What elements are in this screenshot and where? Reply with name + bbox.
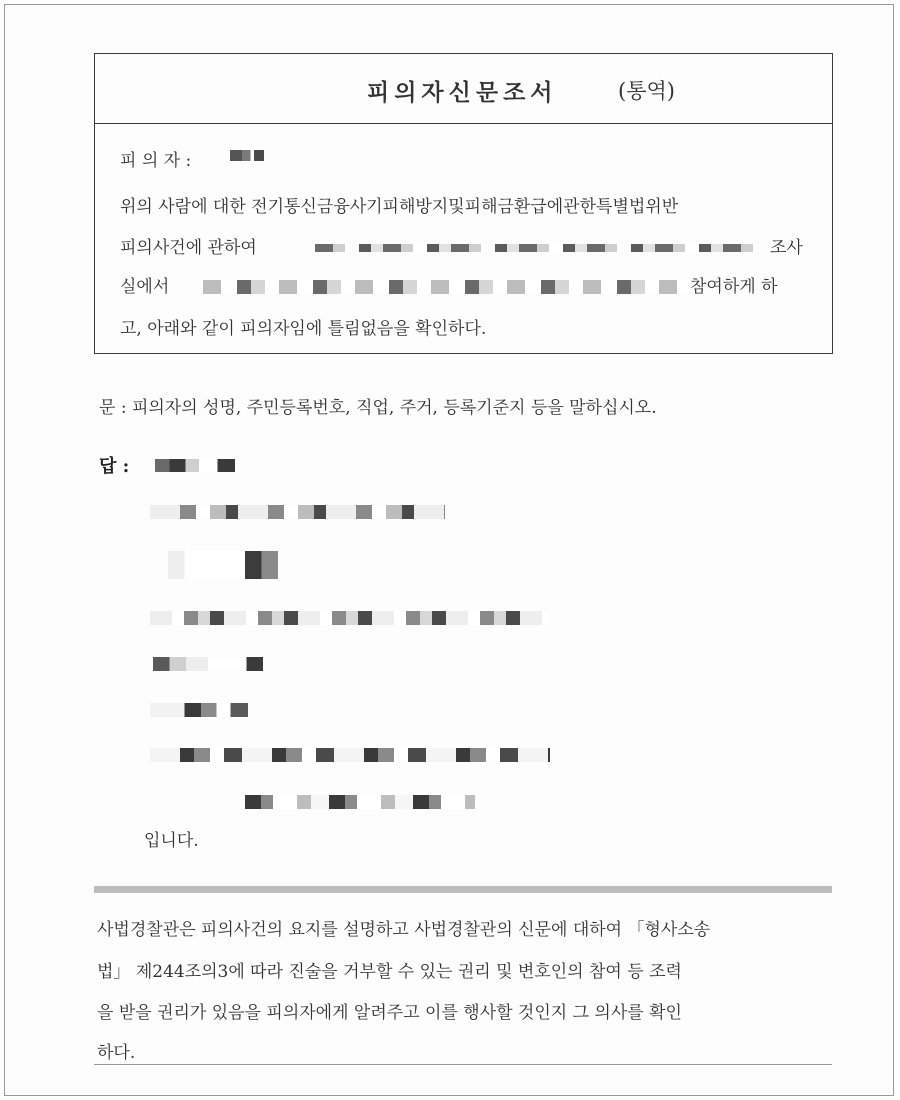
redacted-answer-line bbox=[150, 505, 445, 519]
suspect-label: 피 의 자 : bbox=[120, 151, 192, 171]
redacted-block bbox=[203, 280, 688, 294]
header-line-3-end: 참여하게 하 bbox=[690, 277, 778, 297]
notice-line-1: 사법경찰관은 피의사건의 요지를 설명하고 사법경찰관의 신문에 대하여 「형사소송 bbox=[97, 920, 711, 940]
notice-line-3: 을 받을 권리가 있음을 피의자에게 알려주고 이를 행사할 것인지 그 의사를 확인 bbox=[97, 1003, 682, 1023]
title-row bbox=[95, 54, 832, 124]
notice-line-2: 법」 제244조의3에 따라 진술을 거부할 수 있는 권리 및 변호인의 참여 등 조력 bbox=[97, 962, 682, 982]
redacted-answer-line bbox=[155, 459, 235, 472]
interpretation-label: (통역) bbox=[618, 79, 675, 103]
redacted-answer-line bbox=[245, 795, 475, 809]
redacted-block bbox=[315, 244, 765, 252]
bottom-rule bbox=[94, 1064, 832, 1065]
header-line-2-end: 조사 bbox=[770, 238, 803, 258]
document-title: 피의자신문조서 bbox=[367, 79, 558, 106]
redacted-answer-line bbox=[153, 657, 263, 671]
answer-end: 입니다. bbox=[144, 831, 199, 851]
header-line-2-start: 피의사건에 관하여 bbox=[120, 238, 257, 258]
redacted-answer-line bbox=[168, 551, 278, 579]
redacted-answer-line bbox=[150, 611, 550, 625]
redacted-answer-line bbox=[150, 748, 550, 762]
notice-line-4: 하다. bbox=[97, 1043, 136, 1063]
redacted-name bbox=[230, 150, 264, 161]
header-line-1: 위의 사람에 대한 전기통신금융사기피해방지및피해금환급에관한특별법위반 bbox=[120, 197, 679, 217]
section-divider bbox=[94, 886, 832, 893]
redacted-answer-line bbox=[150, 703, 248, 717]
answer-label: 답 : bbox=[99, 456, 130, 477]
header-line-4: 고, 아래와 같이 피의자임에 틀림없음을 확인하다. bbox=[120, 319, 487, 339]
question-text: 문 : 피의자의 성명, 주민등록번호, 직업, 주거, 등록기준지 등을 말하십시오. bbox=[99, 398, 657, 418]
header-line-3-start: 실에서 bbox=[120, 277, 170, 297]
